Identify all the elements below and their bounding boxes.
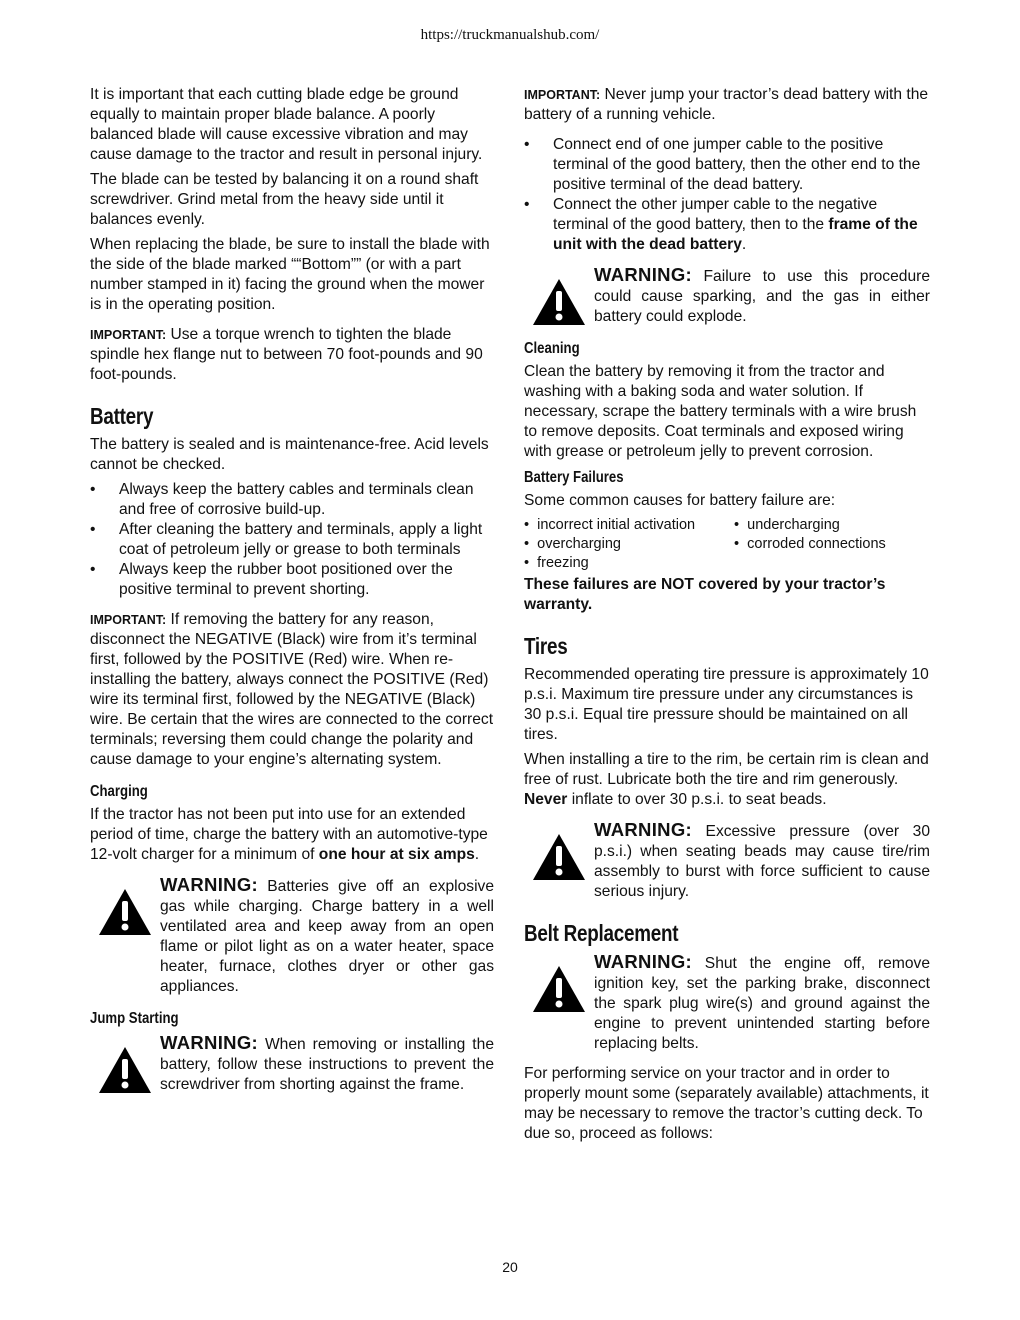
important-text: If removing the battery for any reason, disconnect the NEGATIVE (Black) wire from it’s terminal first, followed by the POSITIVE (Red) wire. When re-installing the battery, always connect the POSITIVE (Red) wire its terminal first, followed by the NEGATIVE (Black) wire. Be certain that the wires are connected to the correct terminals; reversing them could change the polarity and cause damage to your engine’s alternating system. — [90, 611, 494, 768]
list-item: • corroded connections — [734, 536, 886, 552]
battery-failures-paragraph: Some common causes for battery failure are: — [524, 492, 836, 509]
warning-text: Excessive pressure (over 30 p.s.i.) when seating beads may cause tire/rim assembly to burst with force sufficient to cause serious injury. — [594, 823, 930, 900]
battery-bullet-list — [90, 480, 494, 600]
blade-test-paragraph: The blade can be tested by balancing it on a round shaft screwdriver. Grind metal from the heavy side until it balances evenly. — [90, 171, 479, 228]
list-item: • Always keep the battery cables and terminals clean and free of corrosive build-up. — [90, 481, 474, 518]
warning-block-charging — [90, 875, 494, 997]
warning-text: Batteries give off an explosive gas while charging. Charge battery in a well ventilated area and keep away from an open flame or pilot light as on a water heater, space heater, furnace, clothes dryer or other gas appliances. — [160, 878, 494, 995]
battery-paragraph: The battery is sealed and is maintenance-free. Acid levels cannot be checked. — [90, 436, 489, 473]
tire-pressure-paragraph: Recommended operating tire pressure is approximately 10 p.s.i. Maximum tire pressure under any circumstances is 30 p.s.i. Equal tire pressure should be maintained on all tires. — [524, 666, 929, 743]
list-item: • Always keep the rubber boot positioned over the positive terminal to prevent shorting. — [90, 561, 453, 598]
important-torque-note — [90, 325, 494, 385]
important-label: IMPORTANT: — [90, 613, 167, 627]
bullet-icon: • — [524, 196, 530, 213]
warning-text: Shut the engine off, remove ignition key, set the parking brake, disconnect the spark plug wire(s) and ground against the engine to prevent unintended starting before replacing belts. — [594, 955, 930, 1052]
warning-text: When removing or installing the battery, follow these instructions to prevent the screwdriver from shorting against the frame. — [160, 1036, 494, 1093]
warning-triangle-icon — [524, 952, 594, 1014]
jump-bullet-list — [524, 135, 930, 255]
battery-failures-heading: Battery Failures — [524, 469, 624, 486]
warning-block-jump — [90, 1033, 494, 1095]
warranty-note: These failures are NOT covered by your tractor’s warranty. — [524, 576, 886, 613]
warning-triangle-icon — [90, 1033, 160, 1095]
list-item: • undercharging — [734, 517, 840, 533]
warning-block-sparking — [524, 265, 930, 327]
belt-replacement-heading: Belt Replacement — [524, 920, 679, 946]
important-jump-note — [524, 85, 930, 125]
important-text: Use a torque wrench to tighten the blade spindle hex flange nut to between 70 foot-pounds and 90 foot-pounds. — [90, 326, 483, 383]
belt-paragraph: For performing service on your tractor and in order to properly mount some (separately available) attachments, it may be necessary to remove the tractor’s cutting deck. To due so, proceed as follows: — [524, 1065, 929, 1142]
right-column — [524, 85, 930, 1149]
list-item: • Connect the other jumper cable to the negative terminal of the good battery, then to the frame of the unit with the dead battery. — [524, 196, 918, 253]
header-url: https://truckmanualshub.com/ — [420, 27, 600, 43]
blade-replace-paragraph: When replacing the blade, be sure to install the blade with the side of the blade marked ““Bottom”” (or with a part number stamped in it) facing the ground when the mower is in the operating position. — [90, 236, 490, 313]
warning-label: WARNING: — [160, 874, 258, 895]
warning-text: Failure to use this procedure could cause sparking, and the gas in either battery could explode. — [594, 268, 930, 325]
warning-triangle-icon — [90, 875, 160, 937]
warning-triangle-icon — [524, 820, 594, 882]
warning-label: WARNING: — [594, 951, 692, 972]
cleaning-heading: Cleaning — [524, 340, 580, 357]
bullet-icon: • — [90, 561, 96, 578]
important-label: IMPORTANT: — [90, 328, 167, 342]
tire-install-paragraph: When installing a tire to the rim, be certain rim is clean and free of rust. Lubricate both the tire and rim generously. Never inflate to over 30 p.s.i. to seat beads. — [524, 751, 929, 808]
battery-failures-list — [524, 516, 930, 573]
battery-heading: Battery — [90, 403, 154, 429]
page-number: 20 — [502, 1259, 518, 1275]
list-item: • incorrect initial activation — [524, 517, 696, 533]
warning-label: WARNING: — [594, 264, 692, 285]
important-text: Never jump your tractor’s dead battery with the battery of a running vehicle. — [524, 86, 929, 123]
charging-paragraph: If the tractor has not been put into use for an extended period of time, charge the battery with an automotive-type 12-volt charger for a minimum of one hour at six amps. — [90, 806, 488, 863]
left-column — [90, 85, 494, 1101]
important-battery-removal-note — [90, 610, 494, 770]
warning-label: WARNING: — [160, 1032, 258, 1053]
warning-block-tires — [524, 820, 930, 902]
list-item: • After cleaning the battery and terminals, apply a light coat of petroleum jelly or grease to both terminals — [90, 521, 483, 558]
tires-heading: Tires — [524, 633, 568, 659]
list-item: • Connect end of one jumper cable to the positive terminal of the good battery, then the other end to the positive terminal of the dead battery. — [524, 136, 921, 193]
bullet-icon: • — [90, 481, 96, 498]
bullet-icon: • — [90, 521, 96, 538]
important-label: IMPORTANT: — [524, 88, 601, 102]
blade-balance-paragraph: It is important that each cutting blade edge be ground equally to maintain proper blade balance. A poorly balanced blade will cause excessive vibration and may cause damage to the tractor and result in personal injury. — [90, 86, 483, 163]
warning-block-belt — [524, 952, 930, 1054]
warning-label: WARNING: — [594, 819, 692, 840]
list-item: • overcharging — [524, 536, 621, 552]
bullet-icon: • — [524, 136, 530, 153]
jump-starting-heading: Jump Starting — [90, 1010, 179, 1027]
cleaning-paragraph: Clean the battery by removing it from the tractor and washing with a baking soda and water solution. If necessary, scrape the battery terminals with a wire brush to remove deposits. Coat terminals and exposed wiring with grease or petroleum jelly to prevent corrosion. — [524, 363, 917, 460]
charging-heading: Charging — [90, 783, 148, 800]
list-item: • freezing — [524, 555, 589, 571]
warning-triangle-icon — [524, 265, 594, 327]
